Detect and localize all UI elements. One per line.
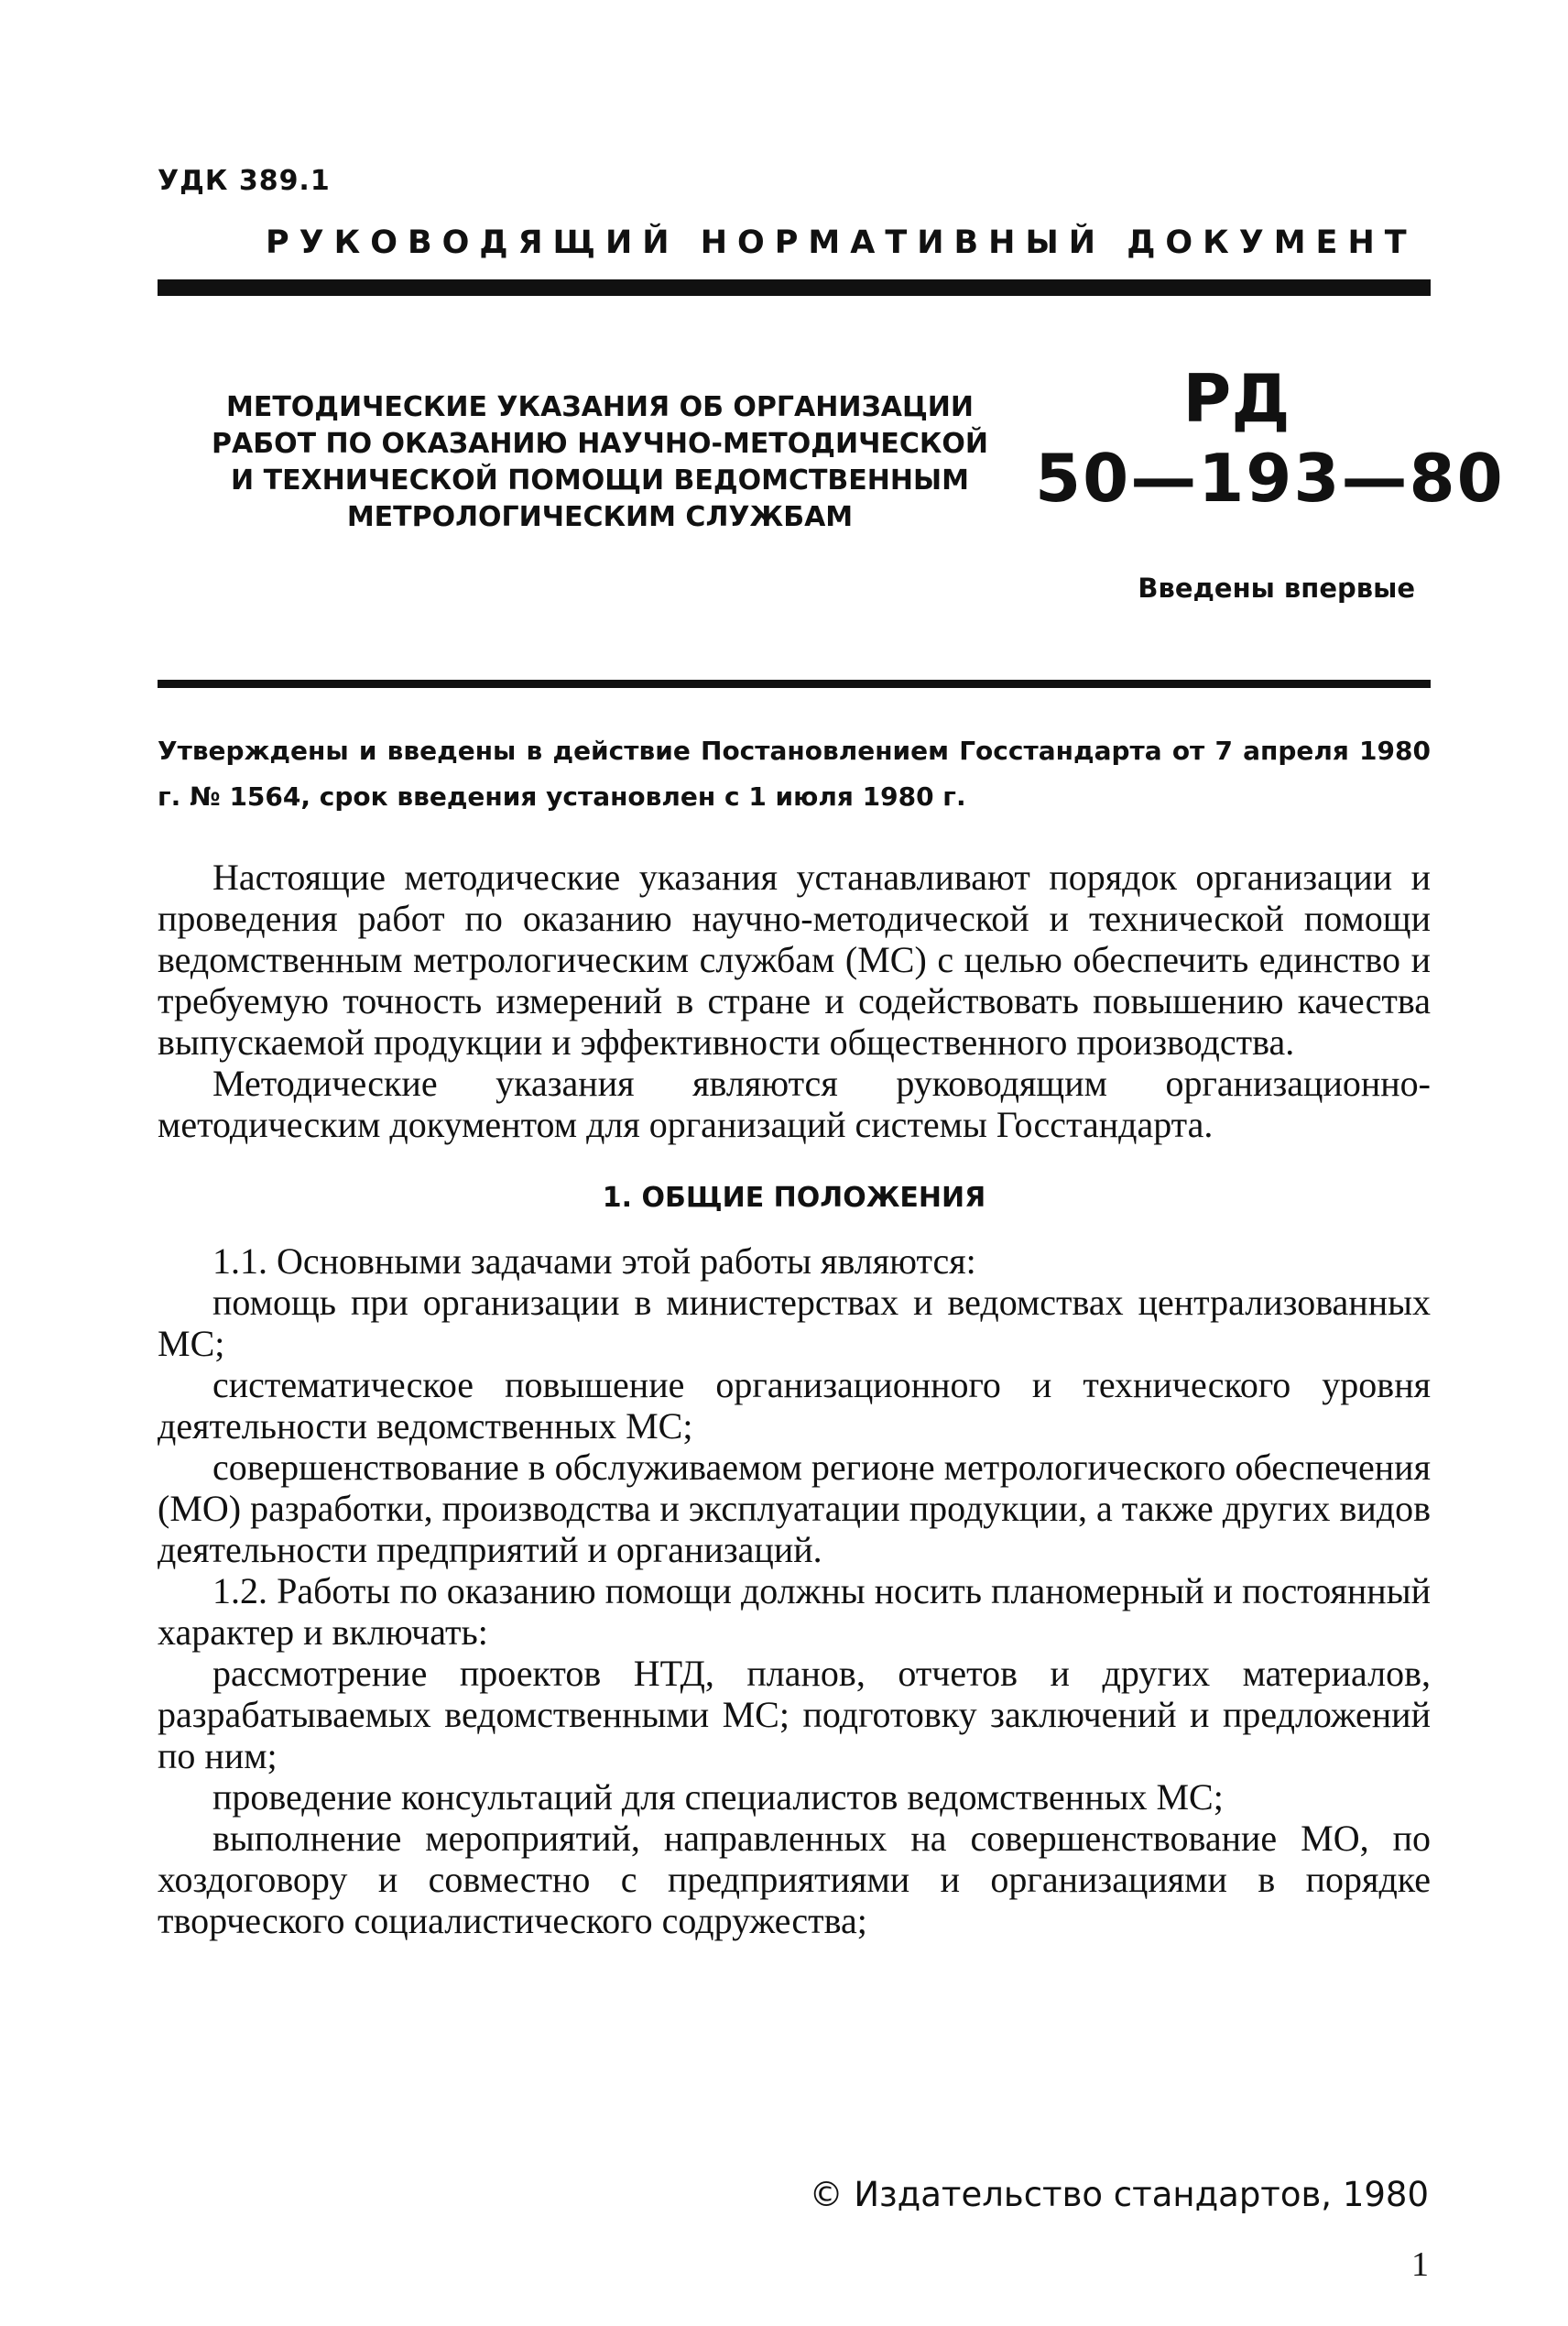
section-paragraph: помощь при организации в министерствах и ведомствах централизованных МС; [158, 1282, 1431, 1364]
section-paragraph: 1.2. Работы по оказанию помощи должны носить планомерный и постоянный характер и включать: [158, 1570, 1431, 1653]
title-line: МЕТОДИЧЕСКИЕ УКАЗАНИЯ ОБ ОРГАНИЗАЦИИ [225, 391, 975, 423]
section-heading: 1. ОБЩИЕ ПОЛОЖЕНИЯ [602, 1182, 986, 1214]
udk-code: УДК 389.1 [158, 165, 331, 197]
introduction-note: Введены впервые [1138, 573, 1415, 604]
page-number: 1 [1411, 2245, 1429, 2284]
section-paragraph: 1.1. Основными задачами этой работы являются: [212, 1240, 976, 1282]
intro-paragraph: Настоящие методические указания устанавливают порядок организации и проведения работ по оказанию научно-методической и технической помощи ведомственным метрологическим службам (МС) с целью обеспечить единство и требуемую точность измерений в стране и содействовать повышению качества выпускаемой продукции и эффективности общественного производства. [158, 857, 1431, 1063]
designation-number: 50—193—80 [1035, 440, 1505, 517]
top-rule [158, 279, 1431, 296]
approval-statement: Утверждены и введены в действие Постановлением Госстандарта от 7 апреля 1980 г. № 1564, срок введения установлен с 1 июля 1980 г. [158, 736, 1431, 812]
section-paragraph: проведение консультаций для специалистов ведомственных МС; [212, 1776, 1224, 1818]
intro-paragraph: Методические указания являются руководящим организационно-методическим документом для организаций системы Госстандарта. [158, 1063, 1431, 1145]
copyright-line: © Издательство стандартов, 1980 [809, 2175, 1429, 2214]
middle-rule [158, 680, 1431, 688]
section-paragraph: систематическое повышение организационного и технического уровня деятельности ведомственных МС; [158, 1364, 1431, 1447]
document-type: РУКОВОДЯЩИЙ НОРМАТИВНЫЙ ДОКУМЕНТ [266, 224, 1417, 261]
section-paragraph: выполнение мероприятий, направленных на совершенствование МО, по хоздоговору и совместно с предприятиями и организациями в порядке творческого социалистического содружества; [158, 1818, 1431, 1941]
section-paragraph: совершенствование в обслуживаемом регионе метрологического обеспечения (МО) разработки, производства и эксплуатации продукции, а также других видов деятельности предприятий и организаций. [158, 1447, 1431, 1570]
designation-label: РД [1182, 360, 1290, 437]
document-body [158, 857, 1431, 1941]
title-line: МЕТРОЛОГИЧЕСКИМ СЛУЖБАМ [346, 501, 854, 533]
section-paragraph: рассмотрение проектов НТД, планов, отчетов и других материалов, разрабатываемых ведомственными МС; подготовку заключений и предложений по ним; [158, 1653, 1431, 1776]
document-title [197, 389, 1003, 536]
title-line: РАБОТ ПО ОКАЗАНИЮ НАУЧНО-МЕТОДИЧЕСКОЙ [212, 428, 988, 460]
title-line: И ТЕХНИЧЕСКОЙ ПОМОЩИ ВЕДОМСТВЕННЫМ [231, 464, 969, 497]
